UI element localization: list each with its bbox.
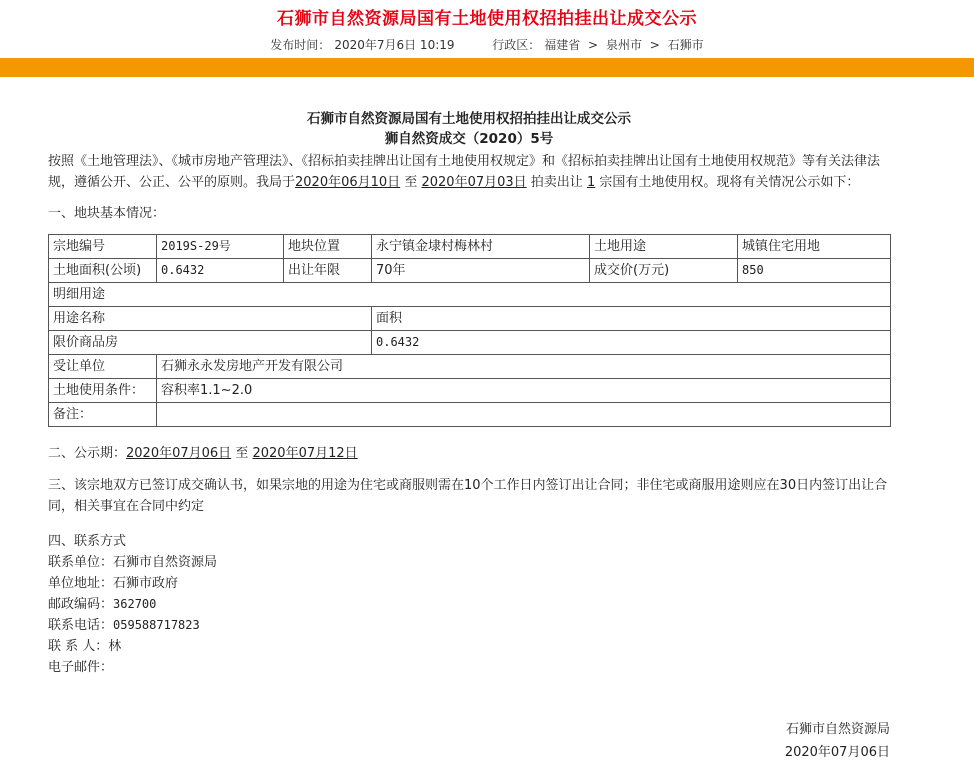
signature-org: 石狮市自然资源局 — [785, 722, 890, 737]
use-label: 土地用途 — [590, 235, 738, 259]
intro-paragraph: 按照《土地管理法》、《城市房地产管理法》、《招标拍卖挂牌出让国有土地使用权规定》和《招标拍卖挂牌出让国有土地使用权规范》等有关法律法规，遵循公开、公正、公平的原则。我局于2020年06月10日 至 2020年07月03日 拍卖出让 1 宗国有土地使用权。现将有关情况公示如下： — [48, 154, 881, 190]
parcel-no-label: 宗地编号 — [49, 235, 157, 259]
table-row — [49, 259, 891, 283]
doc-number: 狮自然资成交（2020）5号 — [384, 131, 554, 147]
detail-area: 0.6432 — [372, 331, 891, 355]
contact-email: 电子邮件： — [48, 660, 114, 675]
breadcrumb-separator: > — [588, 38, 599, 52]
contact-postcode: 邮政编码：362700 — [48, 597, 157, 612]
grantee-label: 受让单位 — [49, 355, 157, 379]
section3-contract-note: 三、该宗地双方已签订成交确认书，如果宗地的用途为住宅或商服则需在10个工作日内签订出让合同；非住宅或商服用途则应在30日内签订出让合同，相关事宜在合同中约定 — [48, 478, 888, 514]
parcel-no: 2019S-29号 — [157, 235, 284, 259]
orange-divider-bar — [0, 58, 974, 77]
table-row — [49, 355, 891, 379]
remarks-label: 备注： — [49, 403, 157, 427]
section4-title: 四、联系方式 — [48, 534, 127, 549]
price-label: 成交价(万元) — [590, 259, 738, 283]
parcel-table — [48, 234, 891, 427]
term-label: 出让年限 — [284, 259, 372, 283]
use: 城镇住宅用地 — [738, 235, 891, 259]
detail-use-label: 明细用途 — [49, 283, 891, 307]
signature-date: 2020年07月06日 — [784, 745, 890, 760]
region-label: 行政区： — [492, 38, 541, 52]
page-header — [0, 0, 974, 58]
detail-use: 限价商品房 — [49, 331, 372, 355]
term: 70年 — [372, 259, 590, 283]
publish-label: 发布时间： — [270, 38, 331, 52]
publicity-from: 2020年07月06日 — [126, 446, 232, 461]
grantee: 石狮永永发房地产开发有限公司 — [157, 355, 891, 379]
contact-phone: 联系电话：059588717823 — [48, 618, 200, 633]
table-row — [49, 331, 891, 355]
contact-person: 联 系 人：林 — [48, 639, 122, 654]
use-name-label: 用途名称 — [49, 307, 372, 331]
region-province-link[interactable]: 福建省 — [544, 38, 581, 52]
breadcrumb-separator: > — [649, 38, 660, 52]
contact-unit: 联系单位：石狮市自然资源局 — [48, 555, 218, 570]
table-row — [49, 403, 891, 427]
parcel-count: 1 — [586, 175, 596, 190]
table-row — [49, 235, 891, 259]
area: 0.6432 — [157, 259, 284, 283]
location-label: 地块位置 — [284, 235, 372, 259]
region-county-link[interactable]: 石狮市 — [667, 38, 704, 52]
location: 永宁镇金埭村梅林村 — [372, 235, 590, 259]
publicity-to: 2020年07月12日 — [252, 446, 358, 461]
notice-content — [48, 77, 890, 678]
remarks — [157, 403, 891, 427]
doc-title: 石狮市自然资源局国有土地使用权招拍挂出让成交公示 — [307, 111, 631, 127]
conditions-label: 土地使用条件： — [49, 379, 157, 403]
conditions: 容积率1.1~2.0 — [157, 379, 891, 403]
area-label: 土地面积(公顷) — [49, 259, 157, 283]
price: 850 — [738, 259, 891, 283]
section2-publicity-period: 二、公示期：2020年07月06日 至 2020年07月12日 — [48, 446, 358, 461]
detail-area-label: 面积 — [372, 307, 891, 331]
table-row — [49, 379, 891, 403]
table-row — [49, 307, 891, 331]
section1-title: 一、地块基本情况： — [48, 206, 166, 221]
publish-time: 2020年7月6日 10:19 — [334, 38, 455, 52]
date-from: 2020年06月10日 — [295, 175, 401, 190]
site-title: 石狮市自然资源局国有土地使用权招拍挂出让成交公示 — [277, 9, 697, 29]
region-city-link[interactable]: 泉州市 — [605, 38, 642, 52]
meta-line — [0, 36, 974, 53]
table-row — [49, 283, 891, 307]
contact-address: 单位地址：石狮市政府 — [48, 576, 179, 591]
date-to: 2020年07月03日 — [421, 175, 527, 190]
